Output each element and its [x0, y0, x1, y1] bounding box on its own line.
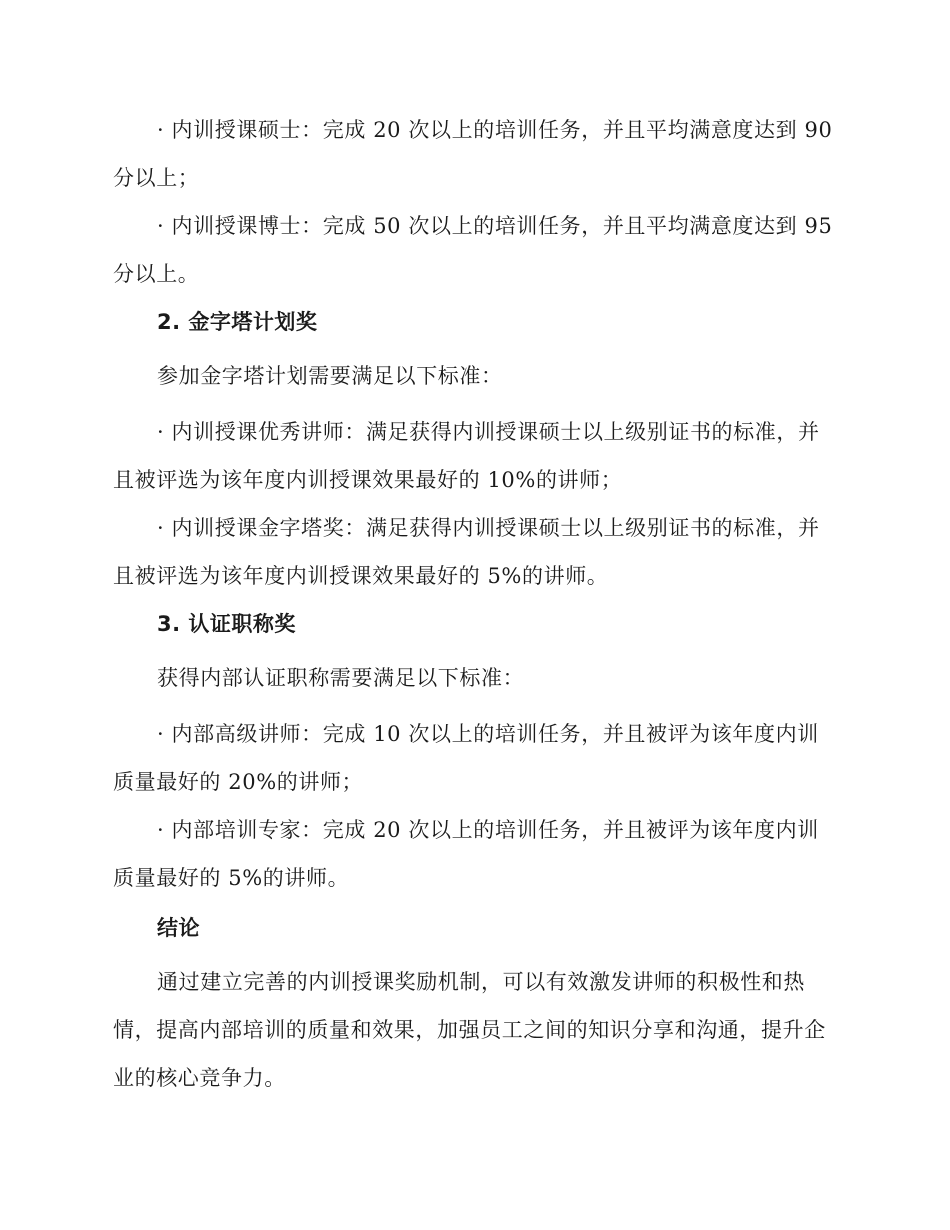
- bullet-excellent-lecturer: · 内训授课优秀讲师：满足获得内训授课硕士以上级别证书的标准，并且被评选为该年度内训授课效果最好的 10%的讲师；: [113, 420, 820, 492]
- section-heading-pyramid-award: 2. 金字塔计划奖: [157, 310, 318, 334]
- bullet-training-expert: · 内部培训专家：完成 20 次以上的培训任务，并且被评为该年度内训质量最好的 5%的讲师。: [113, 818, 819, 890]
- paragraph-conclusion: 通过建立完善的内训授课奖励机制，可以有效激发讲师的积极性和热情，提高内部培训的质量和效果，加强员工之间的知识分享和沟通，提升企业的核心竞争力。: [113, 970, 826, 1090]
- section-heading-conclusion: 结论: [157, 916, 200, 940]
- bullet-pyramid-award: · 内训授课金字塔奖：满足获得内训授课硕士以上级别证书的标准，并且被评选为该年度内训授课效果最好的 5%的讲师。: [113, 516, 820, 588]
- paragraph-pyramid-intro: 参加金字塔计划需要满足以下标准：: [157, 364, 503, 388]
- paragraph-title-intro: 获得内部认证职称需要满足以下标准：: [157, 666, 525, 690]
- bullet-training-doctor: · 内训授课博士：完成 50 次以上的培训任务，并且平均满意度达到 95 分以上。: [113, 214, 833, 286]
- section-heading-title-award: 3. 认证职称奖: [157, 612, 296, 636]
- bullet-training-master: · 内训授课硕士：完成 20 次以上的培训任务，并且平均满意度达到 90 分以上；: [113, 118, 833, 190]
- bullet-senior-lecturer: · 内部高级讲师：完成 10 次以上的培训任务，并且被评为该年度内训质量最好的 20%的讲师；: [113, 722, 819, 794]
